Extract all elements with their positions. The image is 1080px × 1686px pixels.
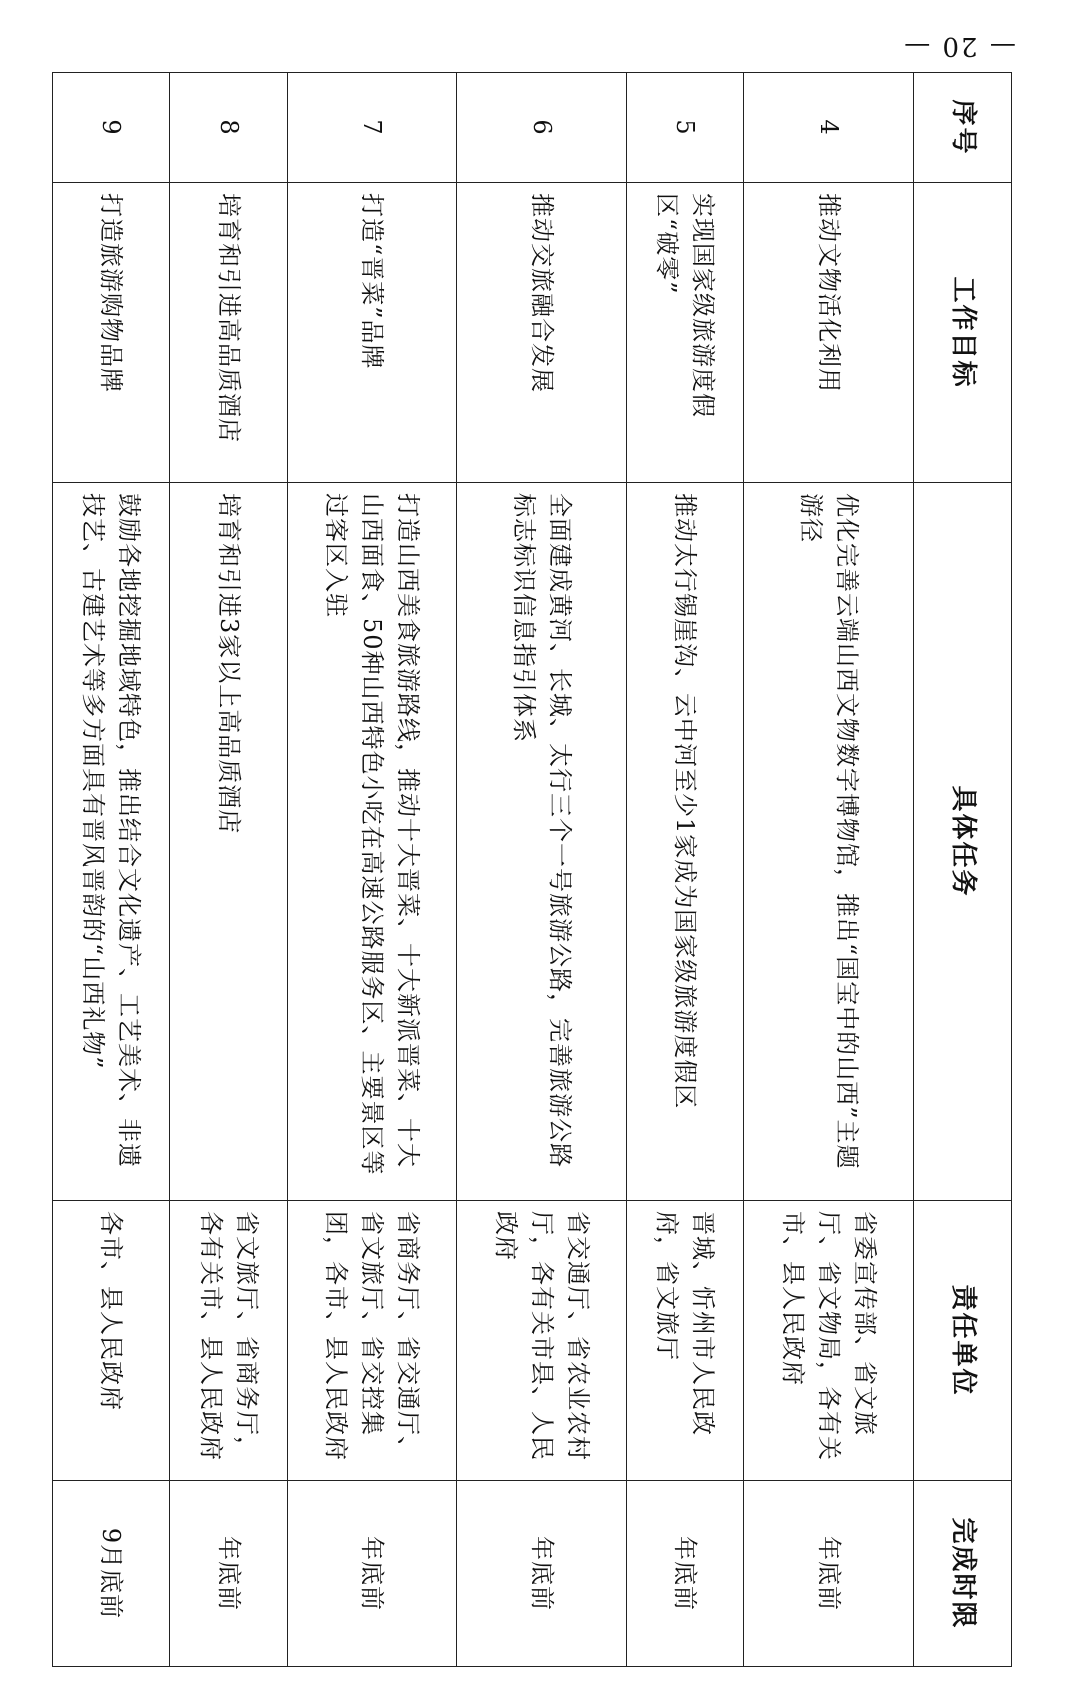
row-unit: 晋城、忻州市人民政府，省文旅厅	[627, 1201, 744, 1481]
header-task: 具体任务	[914, 483, 1012, 1201]
row-unit: 各市、县人民政府	[53, 1201, 170, 1481]
header-index: 序号	[914, 73, 1012, 183]
row-deadline: 年底前	[457, 1481, 627, 1667]
row-index: 8	[170, 73, 287, 183]
row-deadline: 年底前	[627, 1481, 744, 1667]
header-deadline: 完成时限	[914, 1481, 1012, 1667]
table-row	[53, 73, 170, 1667]
header-row	[914, 73, 1012, 1667]
table-row	[627, 73, 744, 1667]
row-index: 7	[287, 73, 457, 183]
table-row	[457, 73, 627, 1667]
row-deadline: 9月底前	[53, 1481, 170, 1667]
header-goal: 工作目标	[914, 183, 1012, 483]
row-index: 9	[53, 73, 170, 183]
rotated-table-wrapper	[52, 72, 1012, 1666]
row-task: 打造山西美食旅游路线，推动十大晋菜、十大新派晋菜、十大山西面食、50种山西特色小吃在高速公路服务区、主要景区等过客区入驻	[287, 483, 457, 1201]
row-goal: 推动交旅融合发展	[457, 183, 627, 483]
table-row	[170, 73, 287, 1667]
row-goal: 打造“晋菜”品牌	[287, 183, 457, 483]
row-goal: 培育和引进高品质酒店	[170, 183, 287, 483]
row-deadline: 年底前	[287, 1481, 457, 1667]
row-task: 培育和引进3家以上高品质酒店	[170, 483, 287, 1201]
row-index: 4	[744, 73, 914, 183]
table-row	[287, 73, 457, 1667]
table-row	[744, 73, 914, 1667]
page-number: — 20 —	[902, 31, 1016, 61]
row-index: 6	[457, 73, 627, 183]
row-task: 全面建成黄河、长城、太行三个一号旅游公路，完善旅游公路标志标识信息指引体系	[457, 483, 627, 1201]
row-deadline: 年底前	[170, 1481, 287, 1667]
row-goal: 实现国家级旅游度假区“破零”	[627, 183, 744, 483]
header-unit: 责任单位	[914, 1201, 1012, 1481]
row-unit: 省商务厅、省交通厅、省文旅厅、省交控集团，各市、县人民政府	[287, 1201, 457, 1481]
row-unit: 省文旅厅、省商务厅，各有关市、县人民政府	[170, 1201, 287, 1481]
task-table	[52, 72, 1012, 1667]
row-index: 5	[627, 73, 744, 183]
row-task: 优化完善云端山西文物数字博物馆，推出“国宝中的山西”主题游径	[744, 483, 914, 1201]
table-frame	[52, 72, 1012, 1666]
row-unit: 省交通厅、省农业农村厅，各有关市县、人民政府	[457, 1201, 627, 1481]
row-task: 鼓励各地挖掘地域特色，推出结合文化遗产、工艺美术、非遗技艺、古建艺术等多方面具有晋风晋韵的“山西礼物”	[53, 483, 170, 1201]
row-deadline: 年底前	[744, 1481, 914, 1667]
row-goal: 打造旅游购物品牌	[53, 183, 170, 483]
row-goal: 推动文物活化利用	[744, 183, 914, 483]
row-unit: 省委宣传部、省文旅厅、省文物局，各有关市、县人民政府	[744, 1201, 914, 1481]
row-task: 推动太行锡崖沟、云中河至少1家成为国家级旅游度假区	[627, 483, 744, 1201]
